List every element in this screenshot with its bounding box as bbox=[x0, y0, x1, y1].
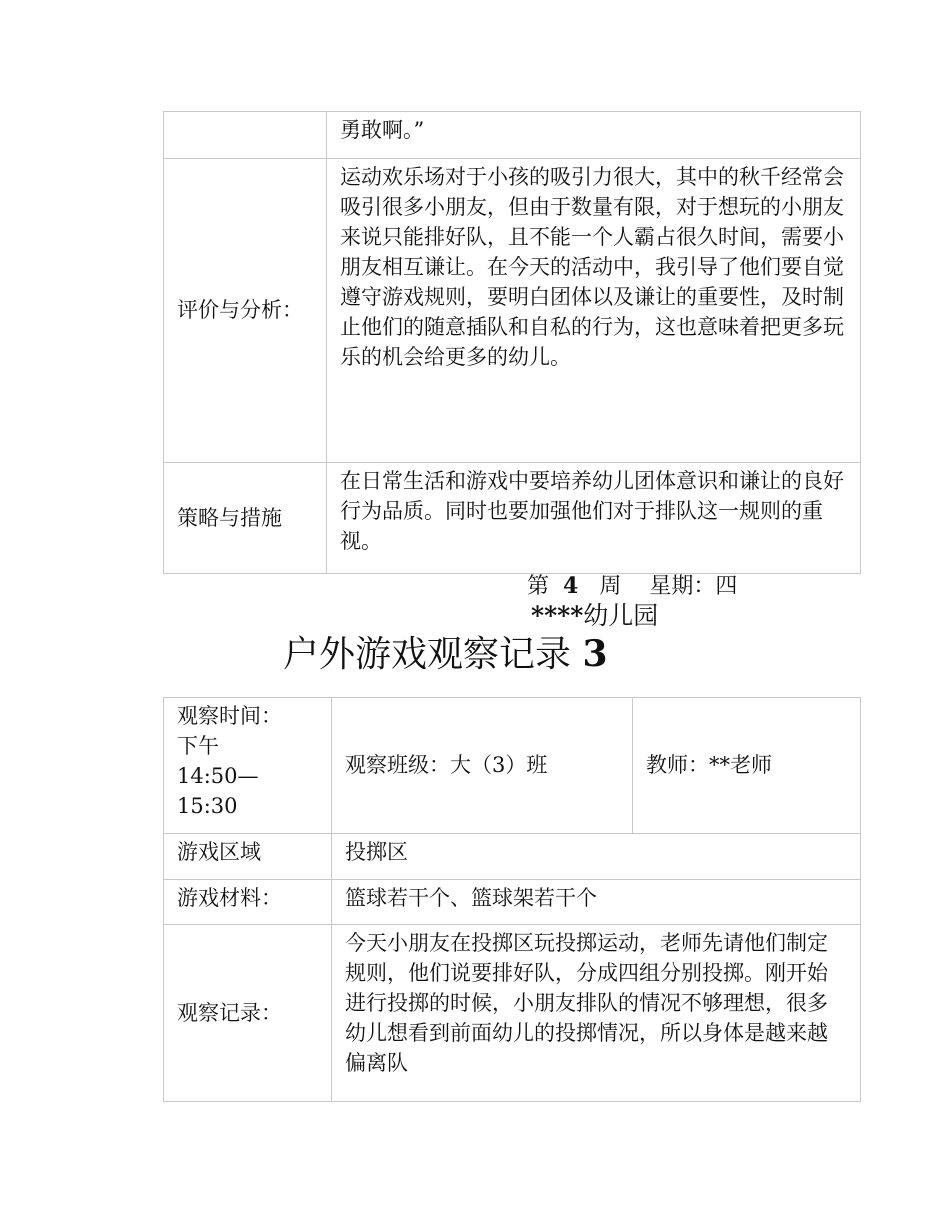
continued-text: 勇敢啊。” bbox=[327, 112, 861, 159]
teacher-cell: 教师：**老师 bbox=[633, 698, 861, 834]
evaluation-row bbox=[164, 159, 861, 463]
time-label: 观察时间： bbox=[177, 704, 282, 728]
evaluation-content: 运动欢乐场对于小孩的吸引力很大，其中的秋千经常会吸引很多小朋友，但由于数量有限，对于想玩的小朋友来说只能排好队，且不能一个人霸占很久时间，需要小朋友相互谦让。在今天的活动中，我引导了他们要自觉遵守游戏规则，要明白团体以及谦让的重要性，及时制止他们的随意插队和自私的行为，这也意味着把更多玩乐的机会给更多的幼儿。 bbox=[327, 159, 861, 463]
materials-value: 篮球若干个、篮球架若干个 bbox=[332, 880, 861, 925]
record-label: 观察记录： bbox=[164, 925, 332, 1102]
time-end: 15:30 bbox=[177, 794, 238, 818]
time-cell bbox=[164, 698, 332, 834]
strategy-content: 在日常生活和游戏中要培养幼儿团体意识和谦让的良好行为品质。同时也要加强他们对于排队这一规则的重视。 bbox=[327, 463, 861, 574]
time-row bbox=[164, 698, 861, 834]
kindergarten-stars: **** bbox=[531, 601, 584, 630]
area-value: 投掷区 bbox=[332, 834, 861, 880]
time-period: 下午 bbox=[177, 734, 219, 758]
evaluation-table bbox=[163, 111, 861, 574]
materials-label: 游戏材料： bbox=[164, 880, 332, 925]
area-label: 游戏区域 bbox=[164, 834, 332, 880]
materials-row bbox=[164, 880, 861, 925]
week-line bbox=[527, 571, 737, 602]
record-row bbox=[164, 925, 861, 1102]
strategy-row bbox=[164, 463, 861, 574]
week-suffix: 周 bbox=[599, 574, 622, 599]
page-title bbox=[283, 630, 608, 679]
class-cell: 观察班级：大（3）班 bbox=[332, 698, 633, 834]
time-start: 14:50— bbox=[177, 764, 259, 788]
evaluation-label: 评价与分析： bbox=[164, 159, 327, 463]
record-value: 今天小朋友在投掷区玩投掷运动，老师先请他们制定规则，他们说要排好队，分成四组分别投掷。刚开始进行投掷的时候，小朋友排队的情况不够理想，很多幼儿想看到前面幼儿的投掷情况，所以身体是越来越偏离队 bbox=[332, 925, 861, 1102]
strategy-label: 策略与措施 bbox=[164, 463, 327, 574]
empty-label-cell bbox=[164, 112, 327, 159]
page-title-text: 户外游戏观察记录 bbox=[283, 634, 572, 675]
continued-row bbox=[164, 112, 861, 159]
kindergarten-text: 幼儿园 bbox=[583, 601, 659, 630]
area-row bbox=[164, 834, 861, 880]
kindergarten-name bbox=[531, 600, 658, 632]
weekday-label: 星期：四 bbox=[649, 574, 738, 599]
week-number: 4 bbox=[563, 573, 579, 599]
observation-table bbox=[163, 697, 861, 1102]
page-title-number: 3 bbox=[582, 633, 608, 675]
week-prefix: 第 bbox=[527, 574, 550, 599]
